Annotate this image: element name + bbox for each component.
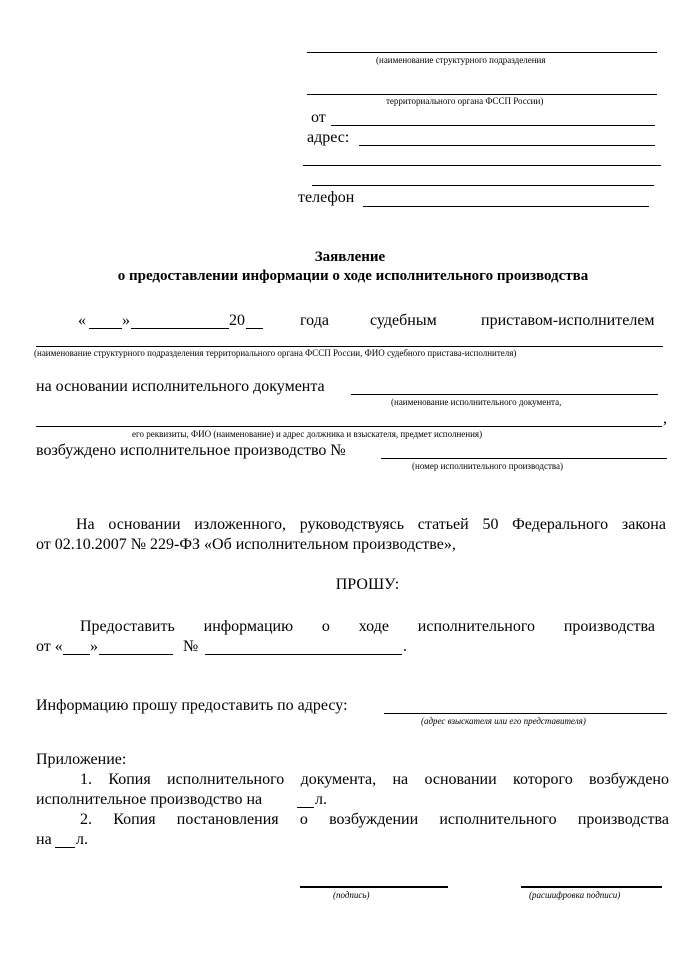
appendix-word: Копия: [108, 771, 151, 788]
request-quote-close: »: [90, 638, 98, 655]
law-word: На: [76, 516, 95, 533]
document-subtitle: о предоставлении информации о ходе исполнительного производства: [117, 268, 589, 284]
phone-field[interactable]: [363, 206, 649, 207]
word-goda: года: [300, 312, 329, 329]
appendix-word: производства: [577, 811, 669, 828]
date-close-quote: »: [122, 312, 130, 329]
territorial-caption: территориального органа ФССП России): [386, 96, 544, 106]
phone-label: телефон: [298, 189, 355, 206]
send-address-caption: (адрес взыскателя или его представителя): [421, 716, 586, 726]
appendix-word: возбуждено: [589, 771, 669, 788]
request-word: о: [321, 618, 330, 635]
appendix-word: 2.: [80, 811, 92, 828]
appendix-item-2-line-1: [80, 811, 669, 829]
doc-name-field[interactable]: [351, 394, 658, 395]
request-number-field[interactable]: [205, 654, 402, 655]
appendix-word: о: [299, 811, 308, 828]
request-period: .: [403, 638, 407, 655]
date-open-quote: «: [78, 312, 86, 329]
doc-details-caption: его реквизиты, ФИО (наименование) и адрес должника и взыскателя, предмет исполнения): [132, 429, 483, 439]
date-year-field[interactable]: [246, 328, 263, 329]
from-field[interactable]: [331, 125, 655, 126]
appendix-word: Копия: [113, 811, 156, 828]
law-paragraph-line-2: от 02.10.2007 № 229-ФЗ «Об исполнительном производстве»,: [36, 536, 456, 553]
word-pristav: приставом-исполнителем: [481, 312, 655, 329]
doc-details-field[interactable]: [36, 426, 662, 427]
send-address-text: Информацию прошу предоставить по адресу:: [36, 697, 348, 714]
appendix-word: исполнительного: [167, 771, 285, 788]
request-word: ходе: [358, 618, 389, 635]
law-paragraph-line-1: [76, 516, 666, 534]
subdivision-line[interactable]: [307, 52, 657, 53]
date-day-field[interactable]: [89, 328, 122, 329]
signature-decoding-field[interactable]: [521, 886, 662, 888]
basis-text: на основании исполнительного документа: [36, 378, 325, 395]
appendix-item-1-suffix: л.: [315, 791, 327, 808]
appendix-word: 1.: [80, 771, 92, 788]
address-label: адрес:: [307, 129, 350, 146]
send-address-field[interactable]: [384, 713, 667, 714]
signature-caption: (подпись): [333, 890, 370, 900]
doc-name-caption: (наименование исполнительного документа,: [391, 397, 562, 407]
request-word: Предоставить: [80, 618, 175, 635]
appendix-word: на: [392, 771, 409, 788]
address-field-line-3[interactable]: [312, 185, 654, 186]
appendix-item-2-suffix: л.: [76, 831, 88, 848]
appendix-label: Приложение:: [36, 751, 127, 768]
law-word: руководствуясь: [299, 516, 405, 533]
law-word: изложенного,: [194, 516, 286, 533]
law-word: закона: [621, 516, 666, 533]
word-sudebnym: судебным: [370, 312, 437, 329]
address-field[interactable]: [359, 145, 655, 146]
document-title: Заявление: [314, 249, 386, 265]
law-word: основании: [108, 516, 181, 533]
appendix-item-2-pages-field[interactable]: [55, 847, 75, 848]
bailiff-caption: (наименование структурного подразделения территориального органа ФССП России, ФИО судебного пристава-исполнителя): [34, 348, 517, 358]
law-word: статьей: [417, 516, 469, 533]
address-field-line-2[interactable]: [303, 165, 661, 166]
proceeding-number-caption: (номер исполнительного производства): [412, 461, 564, 471]
appendix-word: постановления: [176, 811, 279, 828]
request-line-1: [80, 618, 655, 636]
initiated-text: возбуждено исполнительное производство №: [36, 442, 346, 459]
appendix-word: основании: [424, 771, 497, 788]
request-from: от «: [36, 638, 63, 655]
request-date-field[interactable]: [99, 654, 173, 655]
appendix-item-1-prefix: исполнительное производство на: [36, 791, 263, 808]
signature-field[interactable]: [300, 886, 448, 888]
law-word: Федерального: [512, 516, 609, 533]
appendix-word: исполнительного: [439, 811, 557, 828]
appendix-item-2-prefix: на: [36, 831, 52, 848]
request-number-sign: №: [183, 638, 199, 655]
appendix-item-1-pages-field[interactable]: [297, 807, 314, 808]
date-year-prefix: 20: [229, 312, 245, 329]
request-word: исполнительного: [417, 618, 536, 635]
subdivision-caption: (наименование структурного подразделения: [376, 55, 546, 65]
proceeding-number-field[interactable]: [381, 458, 667, 459]
territorial-line[interactable]: [307, 94, 657, 95]
date-month-field[interactable]: [131, 328, 229, 329]
signature-decoding-caption: (расшифровка подписи): [529, 890, 621, 900]
from-label: от: [311, 109, 326, 126]
appendix-word: документа,: [300, 771, 377, 788]
request-day-field[interactable]: [63, 654, 90, 655]
appendix-word: возбуждении: [329, 811, 419, 828]
request-word: производства: [563, 618, 655, 635]
doc-details-comma: ,: [663, 410, 667, 427]
law-word: 50: [482, 516, 499, 533]
bailiff-field[interactable]: [36, 346, 663, 347]
appendix-item-1-line-1: [80, 771, 669, 789]
appendix-word: которого: [513, 771, 573, 788]
request-heading: ПРОШУ:: [335, 576, 400, 593]
request-word: информацию: [203, 618, 294, 635]
